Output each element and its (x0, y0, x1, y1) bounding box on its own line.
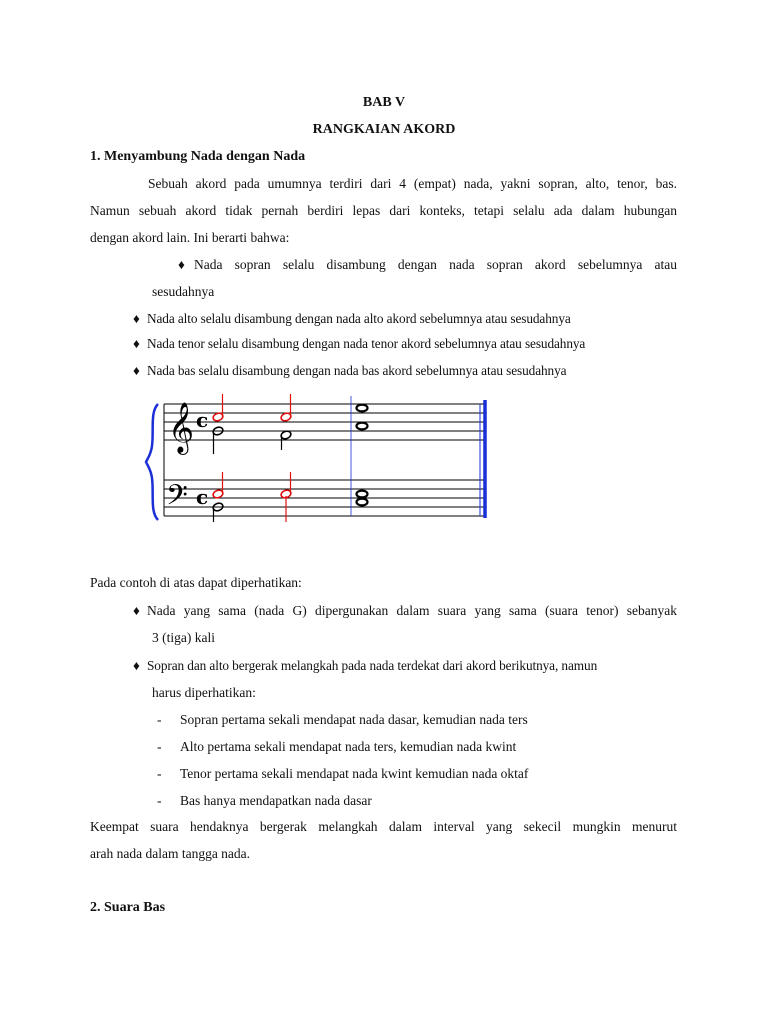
dash-item: Sopran pertama sekali mendapat nada dasar, kemudian nada ters (180, 712, 528, 727)
bullet-icon: ♦ (133, 336, 140, 351)
bullet-text: Nada tenor selalu disambung dengan nada tenor akord sebelumnya atau sesudahnya (147, 336, 586, 351)
dash-item: Bas hanya mendapatkan nada dasar (180, 793, 372, 808)
chapter-title: RANGKAIAN AKORD (312, 122, 456, 137)
time-signature: c (196, 485, 209, 509)
closing-line: arah nada dalam tangga nada. (90, 846, 251, 861)
dash-icon: - (157, 712, 162, 727)
bullet-text: Nada sopran selalu disambung dengan nada sopran akord sebelumnya atau (194, 257, 677, 272)
bullet-icon: ♦ (133, 658, 140, 673)
bullet-text-continued: sesudahnya (152, 284, 215, 299)
dash-item: Tenor pertama sekali mendapat nada kwint kemudian nada oktaf (180, 766, 529, 781)
section-2-title: 2. Suara Bas (90, 900, 166, 915)
bullet-text-continued: 3 (tiga) kali (152, 630, 215, 645)
treble-staff (164, 404, 486, 440)
chapter-heading: BAB V (362, 95, 406, 110)
treble-clef-icon: 𝄞 (168, 402, 195, 453)
bullet-text: Nada alto selalu disambung dengan nada alto akord sebelumnya atau sesudahnya (147, 311, 571, 326)
paragraph-line: dengan akord lain. Ini berarti bahwa: (90, 230, 290, 245)
bullet-icon: ♦ (133, 603, 140, 618)
dash-icon: - (157, 793, 162, 808)
grand-staff-brace (146, 404, 158, 520)
bullet-icon: ♦ (133, 363, 140, 378)
bass-staff (164, 480, 486, 516)
bullet-icon: ♦ (178, 257, 185, 272)
bullet-icon: ♦ (133, 311, 140, 326)
paragraph-line: Namun sebuah akord tidak pernah berdiri lepas dari konteks, tetapi selalu ada dalam hubungan (90, 203, 677, 218)
bullet-text: Nada bas selalu disambung dengan nada bas akord sebelumnya atau sesudahnya (147, 363, 567, 378)
bullet-text: Nada yang sama (nada G) dipergunakan dalam suara yang sama (suara tenor) sebanyak (147, 603, 677, 618)
bass-clef-icon: 𝄢 (166, 479, 188, 519)
dash-icon: - (157, 739, 162, 754)
time-signature: c (196, 408, 209, 432)
whole-note-chord (357, 405, 368, 506)
bullet-text: Sopran dan alto bergerak melangkah pada nada terdekat dari akord berikutnya, namun (147, 658, 598, 673)
closing-line: Keempat suara hendaknya bergerak melangkah dalam interval yang sekecil mungkin menurut (90, 819, 677, 834)
section-1-title: 1. Menyambung Nada dengan Nada (90, 149, 306, 164)
dash-icon: - (157, 766, 162, 781)
dash-item: Alto pertama sekali mendapat nada ters, kemudian nada kwint (180, 739, 517, 754)
music-score (140, 388, 500, 524)
observation-intro: Pada contoh di atas dapat diperhatikan: (90, 575, 302, 590)
bullet-text-continued: harus diperhatikan: (152, 685, 256, 700)
paragraph-line: Sebuah akord pada umumnya terdiri dari 4 (empat) nada, yakni sopran, alto, tenor, bas. (148, 176, 677, 191)
